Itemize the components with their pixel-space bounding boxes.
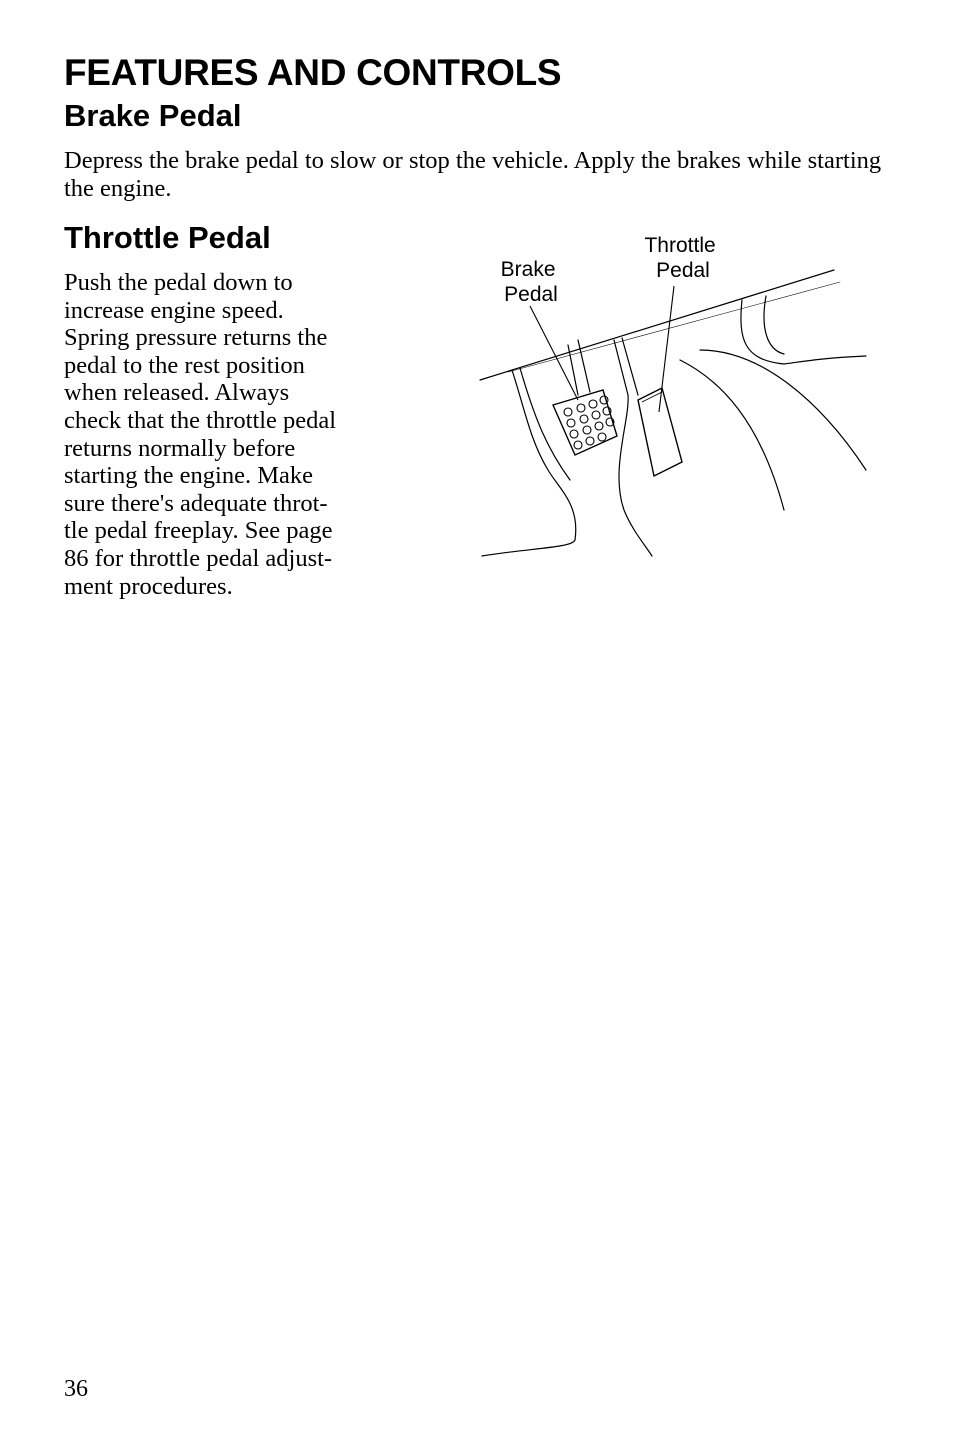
- throttle-text-line: increase engine speed.: [64, 296, 284, 324]
- throttle-pedal-text: [64, 269, 384, 600]
- brake-leader-line: [530, 306, 578, 400]
- throttle-text-line: starting the engine. Make: [64, 462, 314, 490]
- brake-pedal-pad: [553, 390, 617, 455]
- throttle-leader-line: [659, 286, 674, 412]
- brake-pedal-label: Brake Pedal: [500, 258, 558, 306]
- throttle-text-line: Push the pedal down to: [64, 269, 293, 296]
- throttle-text-line: Spring pressure returns the: [64, 324, 328, 352]
- brake-pedal-text: Depress the brake pedal to slow or stop the vehicle. Apply the brakes while starting the engine.: [64, 147, 882, 202]
- throttle-text-line: check that the throttle pedal: [64, 406, 337, 434]
- throttle-text-line: when released. Always: [64, 379, 290, 407]
- page-title: FEATURES AND CONTROLS: [64, 52, 562, 93]
- throttle-pedal-heading: Throttle Pedal: [64, 220, 271, 255]
- throttle-pedal-label: Throttle Pedal: [644, 234, 716, 282]
- throttle-text-line: 86 for throttle pedal adjust-: [64, 544, 333, 572]
- brake-pedal-heading: Brake Pedal: [64, 98, 242, 133]
- floor-outline: [480, 270, 866, 556]
- pedal-illustration: [470, 222, 870, 562]
- throttle-text-line: pedal to the rest position: [64, 351, 305, 379]
- page-number: 36: [64, 1376, 88, 1402]
- throttle-text-line: returns normally before: [64, 434, 296, 462]
- throttle-text-line: tle pedal freeplay. See page: [64, 517, 333, 545]
- throttle-text-line: ment procedures.: [64, 572, 233, 600]
- throttle-text-line: sure there's adequate throt-: [64, 489, 328, 517]
